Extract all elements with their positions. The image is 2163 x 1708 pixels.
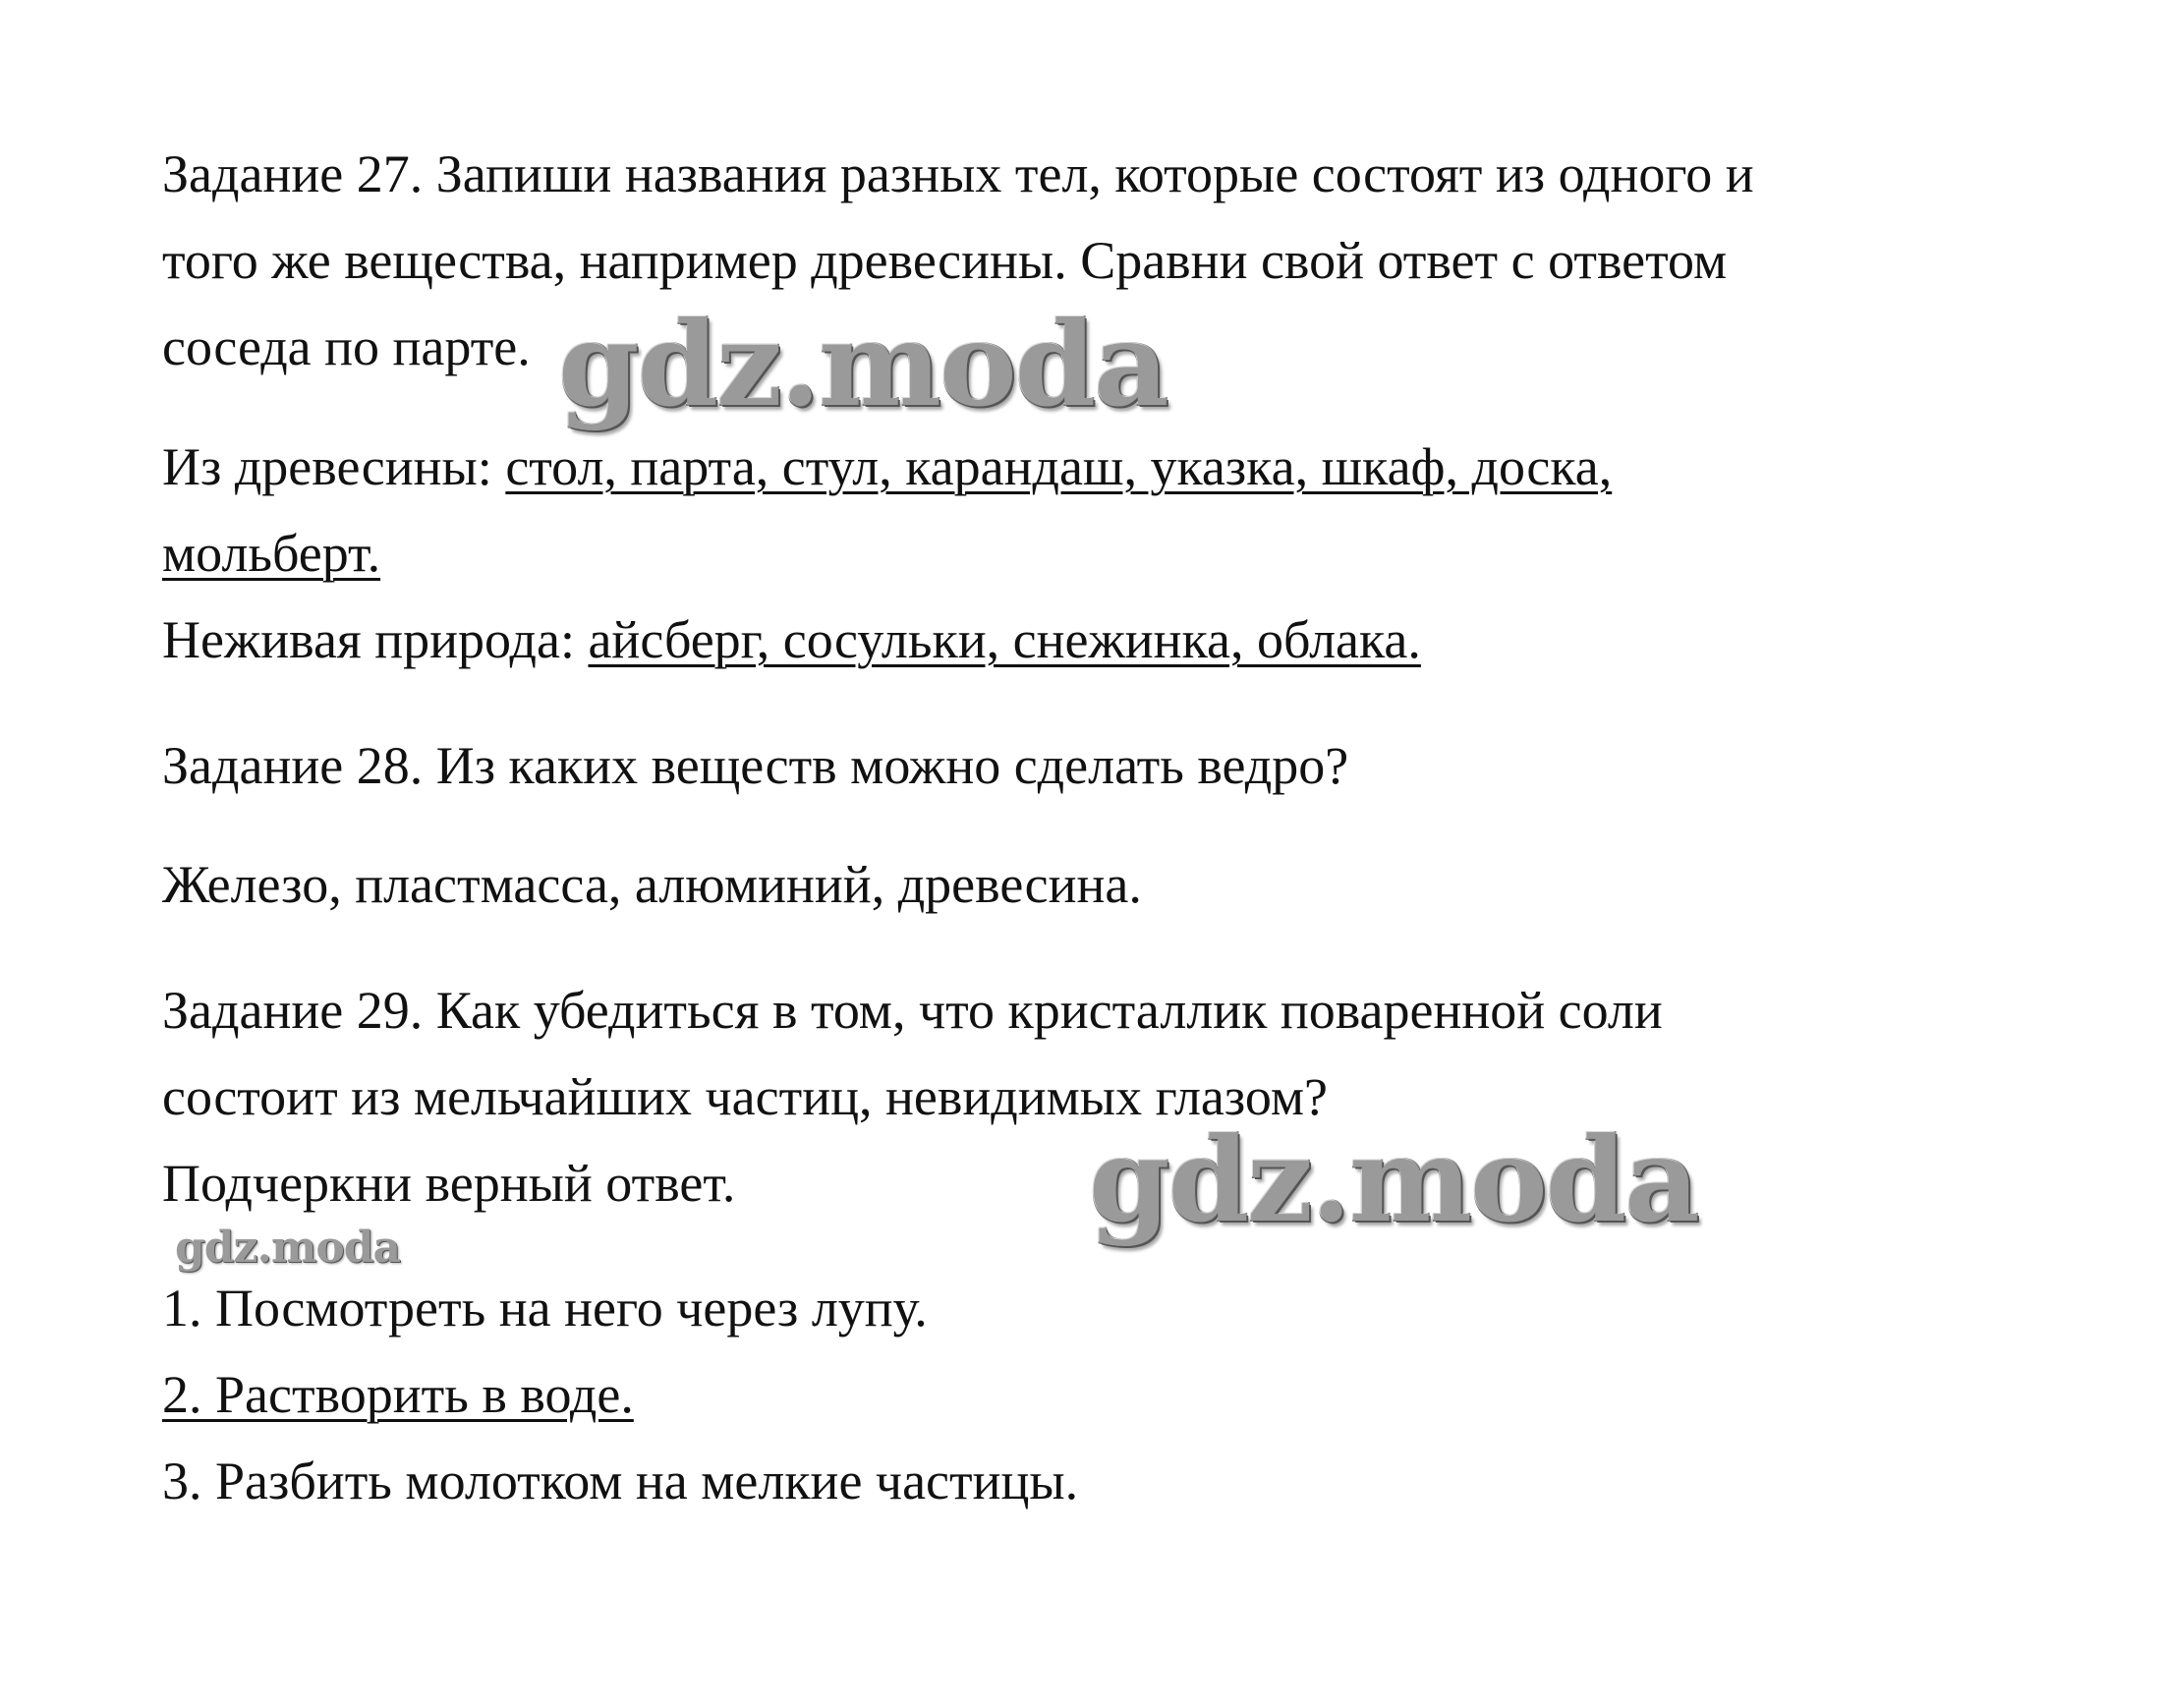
task29-option-3: 3. Разбить молотком на мелкие частицы. xyxy=(162,1452,1079,1510)
task27-nonliving-answer xyxy=(162,610,1421,669)
task29-question-line2: состоит из мельчайших частиц, невидимых глазом? xyxy=(162,1067,1329,1126)
task29-option-2-text: 2. Растворить в воде. xyxy=(162,1365,634,1424)
watermark-logo-middle: gdz.moda xyxy=(1089,1111,1698,1248)
task27-question-line1: Задание 27. Запиши названия разных тел, которые состоят из одного и xyxy=(162,144,1754,203)
task27-wood-answer-continued xyxy=(162,524,381,583)
task27-nonliving-answer-text: айсберг, сосульки, снежинка, облака. xyxy=(588,610,1421,669)
task29-option-2 xyxy=(162,1365,634,1424)
task28-answer: Железо, пластмасса, алюминий, древесина. xyxy=(162,855,1142,914)
task27-question-line2: того же вещества, например древесины. Сравни свой ответ с ответом xyxy=(162,231,1728,290)
task27-wood-label: Из древесины: xyxy=(162,437,506,496)
task29-option-1: 1. Посмотреть на него через лупу. xyxy=(162,1279,928,1338)
task27-question-line3: соседа по парте. xyxy=(162,317,531,376)
task29-question-line1: Задание 29. Как убедиться в том, что кристаллик поваренной соли xyxy=(162,981,1663,1040)
task27-wood-answer-text-2: мольберт. xyxy=(162,524,381,583)
watermark-logo-small: gdz.moda xyxy=(175,1223,401,1273)
watermark-logo-top: gdz.moda xyxy=(558,296,1167,432)
task27-wood-answer-text: стол, парта, стул, карандаш, указка, шкаф, доска, xyxy=(505,437,1613,496)
task27-wood-answer xyxy=(162,437,1613,496)
task28-question: Задание 28. Из каких веществ можно сделать ведро? xyxy=(162,736,1349,795)
task29-instruction: Подчеркни верный ответ. xyxy=(162,1154,736,1213)
task27-nonliving-label: Неживая природа: xyxy=(162,610,589,669)
